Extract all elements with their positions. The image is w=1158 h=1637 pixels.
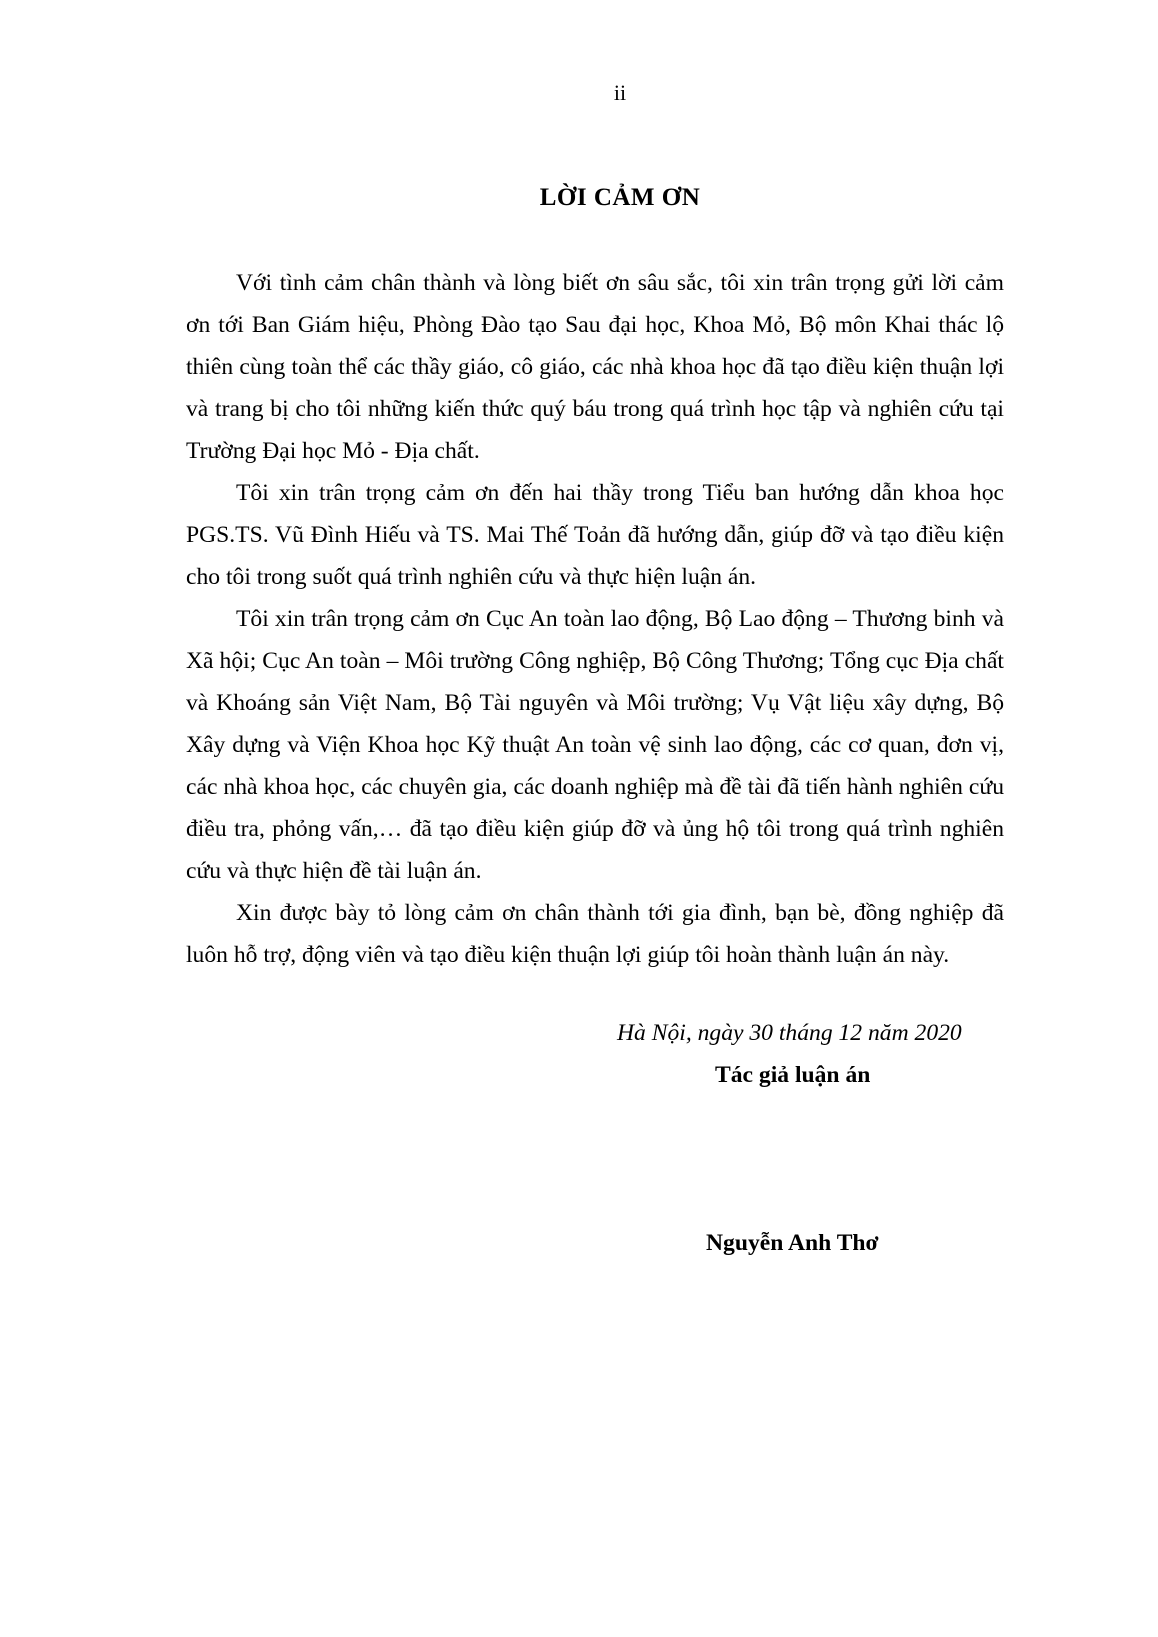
paragraph-3: Tôi xin trân trọng cảm ơn Cục An toàn lao động, Bộ Lao động – Thương binh và Xã hội; Cục An toàn – Môi trường Công nghiệp, Bộ Công Thương; Tổng cục Địa chất và Khoáng sản Việt Nam, Bộ Tài nguyên và Môi trường; Vụ Vật liệu xây dựng, Bộ Xây dựng và Viện Khoa học Kỹ thuật An toàn vệ sinh lao động, các cơ quan, đơn vị, các nhà khoa học, các chuyên gia, các doanh nghiệp mà đề tài đã tiến hành nghiên cứu điều tra, phỏng vấn,… đã tạo điều kiện giúp đỡ và ủng hộ tôi trong quá trình nghiên cứu và thực hiện đề tài luận án.	[186, 606, 1004, 884]
page-number: ii	[613, 80, 627, 105]
signature-author-name: Nguyễn Anh Thơ	[706, 1230, 879, 1256]
paragraph-1: Với tình cảm chân thành và lòng biết ơn sâu sắc, tôi xin trân trọng gửi lời cảm ơn tới Ban Giám hiệu, Phòng Đào tạo Sau đại học, Khoa Mỏ, Bộ môn Khai thác lộ thiên cùng toàn thể các thầy giáo, cô giáo, các nhà khoa học đã tạo điều kiện thuận lợi và trang bị cho tôi những kiến thức quý báu trong quá trình học tập và nghiên cứu tại Trường Đại học Mỏ - Địa chất.	[186, 270, 1004, 464]
signature-author-label: Tác giả luận án	[715, 1062, 871, 1088]
paragraph-4: Xin được bày tỏ lòng cảm ơn chân thành tới gia đình, bạn bè, đồng nghiệp đã luôn hỗ trợ, động viên và tạo điều kiện thuận lợi giúp tôi hoàn thành luận án này.	[186, 900, 1004, 968]
signature-date: Hà Nội, ngày 30 tháng 12 năm 2020	[617, 1020, 962, 1046]
paragraph-2: Tôi xin trân trọng cảm ơn đến hai thầy trong Tiểu ban hướng dẫn khoa học PGS.TS. Vũ Đình Hiếu và TS. Mai Thế Toản đã hướng dẫn, giúp đỡ và tạo điều kiện cho tôi trong suốt quá trình nghiên cứu và thực hiện luận án.	[186, 480, 1004, 590]
page-title: LỜI CẢM ƠN	[539, 184, 701, 211]
acknowledgement-body	[186, 262, 1004, 976]
